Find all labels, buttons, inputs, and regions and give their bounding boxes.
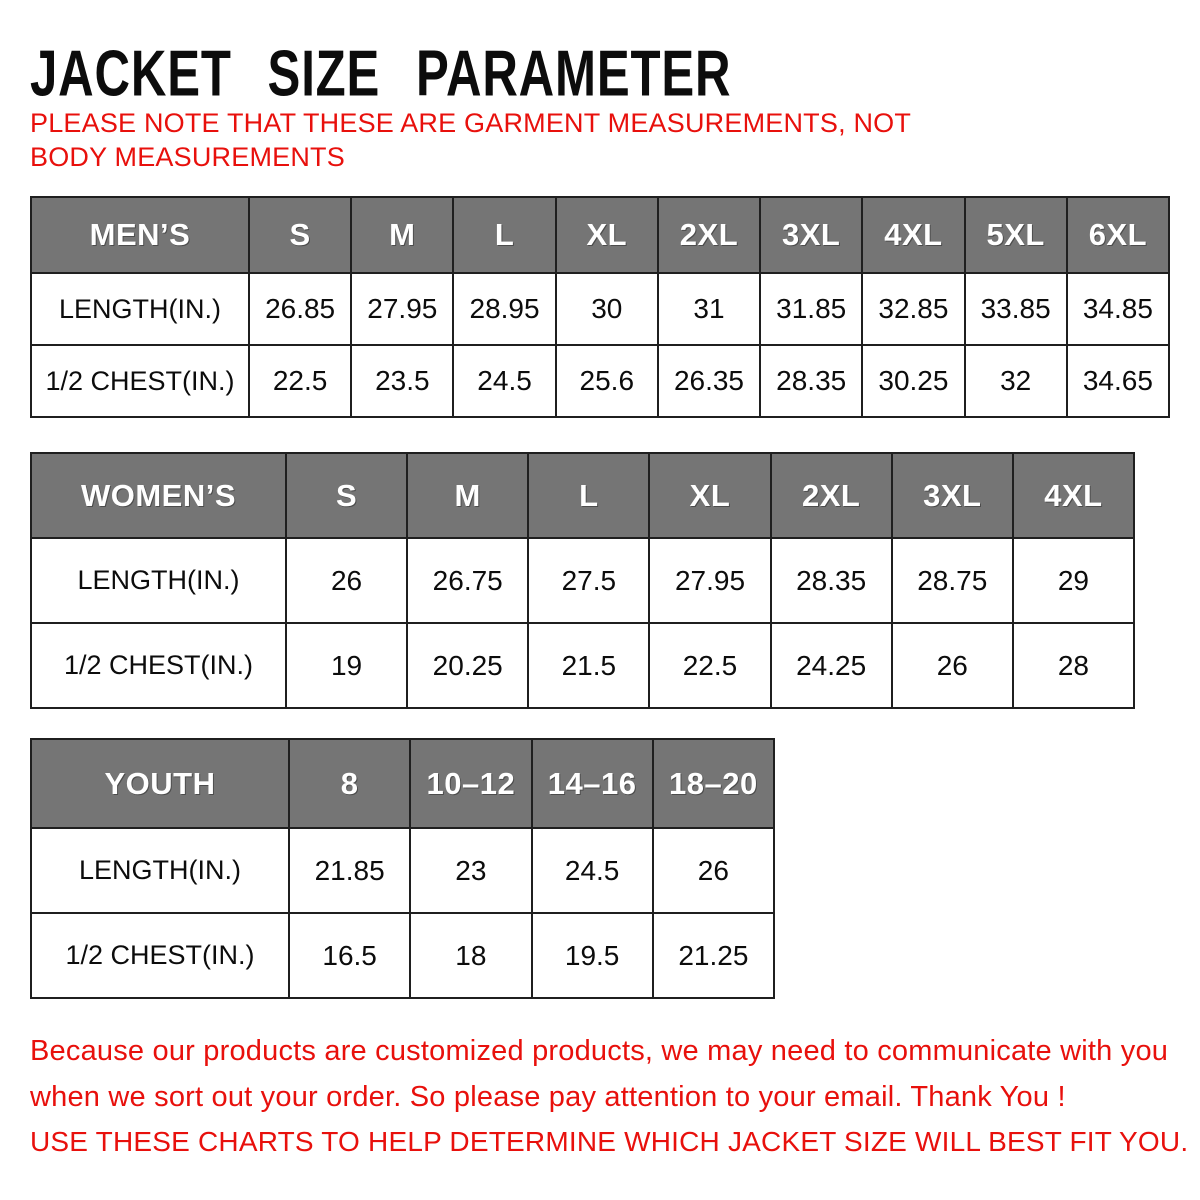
- value-cell: 22.5: [249, 345, 351, 417]
- mens-group-label: MEN’S: [31, 197, 249, 273]
- value-cell: 31: [658, 273, 760, 345]
- measurement-label-cell: 1/2 CHEST(IN.): [31, 623, 286, 708]
- youth-group-label: YOUTH: [31, 739, 289, 828]
- size-header-cell: 14–16: [532, 739, 653, 828]
- value-cell: 22.5: [649, 623, 770, 708]
- size-header-cell: 5XL: [965, 197, 1067, 273]
- value-cell: 21.5: [528, 623, 649, 708]
- size-header-cell: 3XL: [760, 197, 862, 273]
- measurement-label-cell: 1/2 CHEST(IN.): [31, 913, 289, 998]
- chart-usage-hint: USE THESE CHARTS TO HELP DETERMINE WHICH JACKET SIZE WILL BEST FIT YOU.: [30, 1126, 1189, 1157]
- value-cell: 30: [556, 273, 658, 345]
- value-cell: 28.35: [771, 538, 892, 623]
- value-cell: 26.85: [249, 273, 351, 345]
- value-cell: 26: [286, 538, 407, 623]
- size-header-cell: 3XL: [892, 453, 1013, 538]
- value-cell: 26: [892, 623, 1013, 708]
- value-cell: 27.95: [351, 273, 453, 345]
- womens-size-table: [30, 452, 1135, 709]
- value-cell: 21.85: [289, 828, 410, 913]
- value-cell: 28.95: [453, 273, 555, 345]
- value-cell: 20.25: [407, 623, 528, 708]
- value-cell: 34.65: [1067, 345, 1169, 417]
- value-cell: 32: [965, 345, 1067, 417]
- value-cell: 33.85: [965, 273, 1067, 345]
- garment-measurement-note: PLEASE NOTE THAT THESE ARE GARMENT MEASUREMENTS, NOT BODY MEASUREMENTS: [30, 108, 911, 172]
- value-cell: 26: [653, 828, 774, 913]
- value-cell: 28.75: [892, 538, 1013, 623]
- size-header-cell: S: [249, 197, 351, 273]
- value-cell: 32.85: [862, 273, 964, 345]
- size-header-cell: 6XL: [1067, 197, 1169, 273]
- value-cell: 21.25: [653, 913, 774, 998]
- size-header-cell: 4XL: [1013, 453, 1134, 538]
- page-title: [30, 37, 885, 111]
- size-header-cell: XL: [649, 453, 770, 538]
- value-cell: 27.5: [528, 538, 649, 623]
- page-title-text: JACKET SIZE PARAMETER: [30, 37, 732, 111]
- value-cell: 19.5: [532, 913, 653, 998]
- value-cell: 23: [410, 828, 531, 913]
- value-cell: 16.5: [289, 913, 410, 998]
- value-cell: 27.95: [649, 538, 770, 623]
- measurement-label-cell: LENGTH(IN.): [31, 538, 286, 623]
- value-cell: 34.85: [1067, 273, 1169, 345]
- customization-notice: Because our products are customized products, we may need to communicate with you when we sort out your order. So please pay attention to your email. Thank You !: [30, 1035, 1169, 1113]
- table-row: [31, 623, 1134, 708]
- measurement-label-cell: 1/2 CHEST(IN.): [31, 345, 249, 417]
- size-header-cell: 18–20: [653, 739, 774, 828]
- measurement-label-cell: LENGTH(IN.): [31, 828, 289, 913]
- value-cell: 31.85: [760, 273, 862, 345]
- youth-size-table: [30, 738, 775, 999]
- value-cell: 28: [1013, 623, 1134, 708]
- value-cell: 25.6: [556, 345, 658, 417]
- value-cell: 26.75: [407, 538, 528, 623]
- size-header-cell: S: [286, 453, 407, 538]
- size-header-cell: M: [407, 453, 528, 538]
- table-row: [31, 828, 774, 913]
- value-cell: 19: [286, 623, 407, 708]
- size-header-cell: 10–12: [410, 739, 531, 828]
- size-header-cell: L: [528, 453, 649, 538]
- mens-header-row: [31, 197, 1169, 273]
- size-header-cell: 4XL: [862, 197, 964, 273]
- value-cell: 23.5: [351, 345, 453, 417]
- size-header-cell: 8: [289, 739, 410, 828]
- value-cell: 24.5: [532, 828, 653, 913]
- table-row: [31, 345, 1169, 417]
- womens-header-row: [31, 453, 1134, 538]
- size-header-cell: 2XL: [771, 453, 892, 538]
- mens-size-table: [30, 196, 1170, 418]
- size-header-cell: M: [351, 197, 453, 273]
- size-header-cell: 2XL: [658, 197, 760, 273]
- womens-group-label: WOMEN’S: [31, 453, 286, 538]
- value-cell: 24.25: [771, 623, 892, 708]
- youth-header-row: [31, 739, 774, 828]
- value-cell: 28.35: [760, 345, 862, 417]
- value-cell: 26.35: [658, 345, 760, 417]
- table-row: [31, 273, 1169, 345]
- table-row: [31, 913, 774, 998]
- value-cell: 24.5: [453, 345, 555, 417]
- value-cell: 30.25: [862, 345, 964, 417]
- value-cell: 18: [410, 913, 531, 998]
- measurement-label-cell: LENGTH(IN.): [31, 273, 249, 345]
- table-row: [31, 538, 1134, 623]
- value-cell: 29: [1013, 538, 1134, 623]
- size-header-cell: XL: [556, 197, 658, 273]
- size-header-cell: L: [453, 197, 555, 273]
